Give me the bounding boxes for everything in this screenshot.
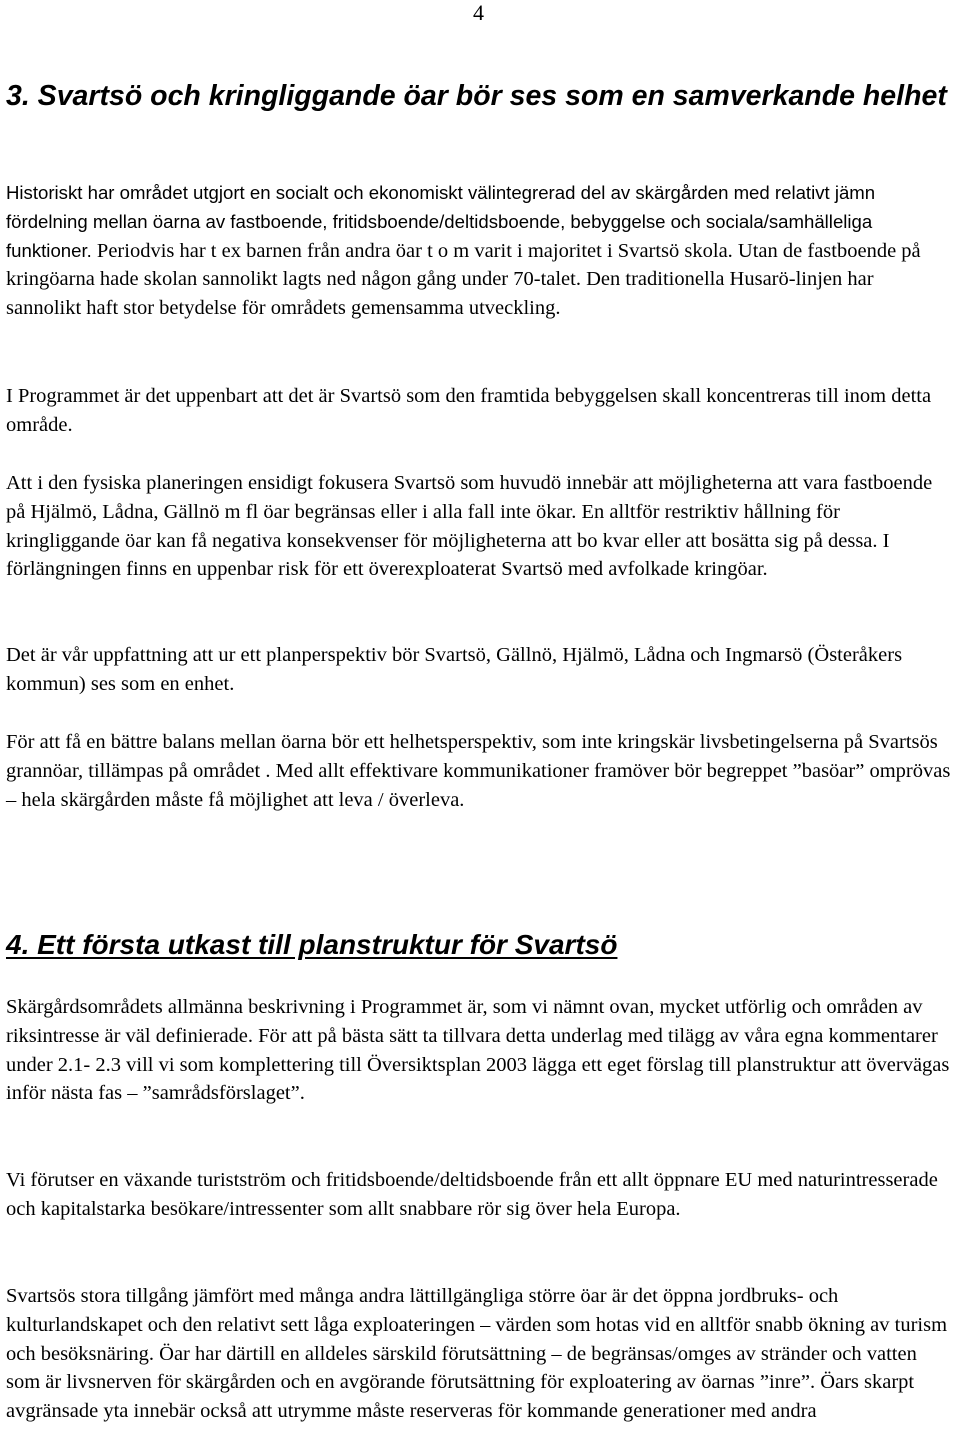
section-3-paragraph-1-serif: Periodvis har t ex barnen från andra öar t o m varit i majoritet i Svartsö skola. Utan de fastboende på kringöarna hade skolan sannolikt lagts ned någon gång under 70-talet. Den traditionella Husarö-linjen har sannolikt haft stor betydelse för områdets gemensamma utveckling. — [6, 239, 921, 320]
page-number: 4 — [473, 0, 484, 25]
section-3-paragraph-3: Att i den fysiska planeringen ensidigt fokusera Svartsö som huvudö innebär att möjligheterna att vara fastboende på Hjälmö, Lådna, Gällnö m fl öar begränsas eller i alla fall inte ökar. En alltför restriktiv hållning för kringliggande öar kan få negativa konsekvenser för möjligheterna att bo kvar eller att bosätta sig på dessa. I förlängningen finns en uppenbar risk för ett överexploaterat Svartsö med avfolkade kringöar. — [6, 472, 933, 581]
section-4-paragraph-2: Vi förutser en växande turistström och fritidsboende/deltidsboende från ett allt öppnare EU med naturintresserade och kapitalstarka besökare/intressenter som allt snabbare rör sig över hela Europa. — [6, 1169, 938, 1220]
section-3-paragraph-4: Det är vår uppfattning att ur ett planperspektiv bör Svartsö, Gällnö, Hjälmö, Lådna och Ingmarsö (Österåkers kommun) ses som en enhet. — [6, 644, 903, 695]
section-4-heading-text: 4. Ett första utkast till planstruktur för Svartsö — [6, 929, 618, 960]
section-3-heading: 3. Svartsö och kringliggande öar bör ses som en samverkande helhet — [6, 80, 947, 112]
section-3-paragraph-1-sans: Historiskt har området utgjort en socialt och ekonomiskt välintegrerad del av skärgården med relativt jämn fördelning mellan öarna av fastboende, fritidsboende/deltidsboende, bebyggelse och sociala/samhälleliga funktioner. — [6, 182, 876, 261]
section-4-paragraph-1: Skärgårdsområdets allmänna beskrivning i Programmet är, som vi nämnt ovan, mycket utförlig och områden av riksintresse är väl definierade. För att på bästa sätt ta tillvara detta underlag med tilägg av våra egna kommentarer under 2.1- 2.3 vill vi som komplettering till Översiktsplan 2003 lägga ett eget förslag till planstruktur att övervägas inför nästa fas – ”samrådsförslaget”. — [6, 996, 950, 1105]
section-3-paragraph-1 — [6, 179, 952, 323]
section-3-paragraph-5: För att få en bättre balans mellan öarna bör ett helhetsperspektiv, som inte kringskär livsbetingelserna på Svartsös grannöar, tillämpas på området . Med allt effektivare kommunikationer framöver bör begreppet ”basöar” omprövas – hela skärgården måste få möjlighet att leva / överleva. — [6, 731, 951, 811]
section-3-paragraph-2: I Programmet är det uppenbart att det är Svartsö som den framtida bebyggelsen skall koncentreras till inom detta område. — [6, 385, 932, 436]
section-4-heading — [6, 928, 952, 962]
section-4-paragraph-3: Svartsös stora tillgång jämfört med många andra lättillgängliga större öar är det öppna jordbruks- och kulturlandskapet och den relativt sett låga exploateringen – värden som hotas vid en alltför snabb ökning av turism och besöksnäring. Öar har därtill en alldeles särskild förutsättning – de begränsas/omges av stränder och vatten som är livsnerven för skärgården och en avgörande förutsättning för exploatering av öarnas ”inre”. Öars skarpt avgränsade yta innebär också att utrymme måste reserveras för kommande generationer med andra — [6, 1285, 948, 1423]
